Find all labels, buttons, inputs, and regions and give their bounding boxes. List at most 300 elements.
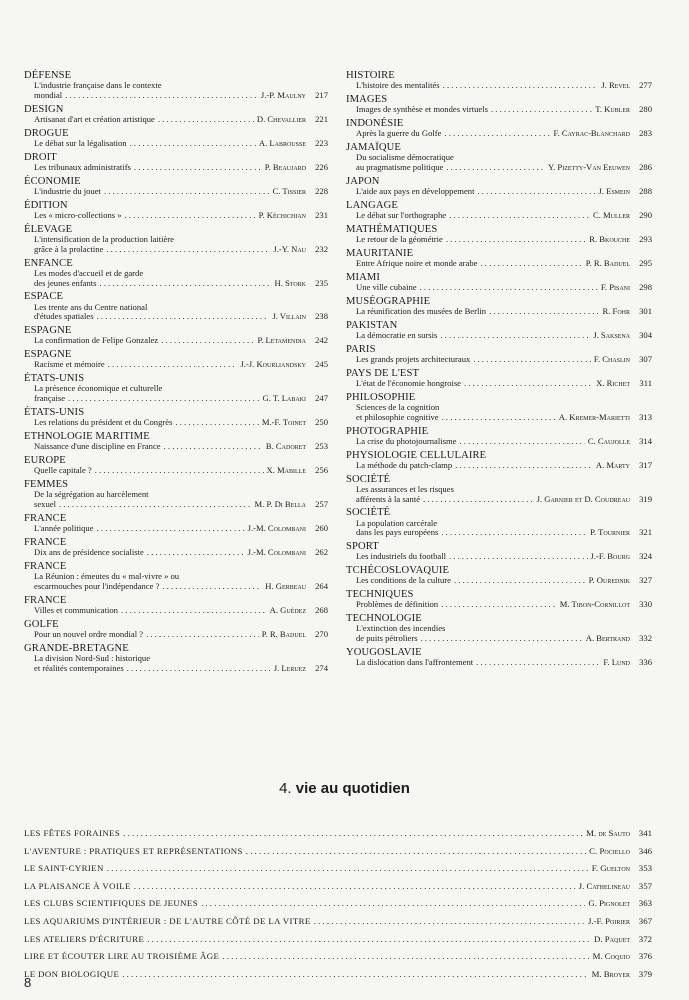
toc-author: A. Bertrand — [585, 633, 630, 644]
leader-dots — [473, 355, 591, 365]
toc-author: J. Revel — [601, 80, 630, 91]
toc-page: 311 — [639, 378, 652, 388]
toc-title-line: dans les pays européens — [356, 527, 439, 538]
toc-title-row — [24, 442, 328, 452]
toc-author: A. Kremer-Marietti — [558, 411, 630, 422]
toc-title-row — [346, 379, 652, 389]
toc-entry — [346, 142, 652, 173]
toc-entry — [24, 407, 328, 428]
toc-page: 324 — [639, 551, 652, 562]
section-item-author: M. Coquio — [592, 951, 630, 962]
toc-page: 226 — [315, 162, 328, 172]
toc-title-row — [346, 259, 652, 269]
toc-title-row — [346, 129, 652, 139]
toc-title-line: L'année politique — [34, 522, 94, 533]
toc-author: P. Beaujard — [264, 162, 306, 172]
toc-title-line: Les « micro-collections » — [34, 210, 122, 220]
toc-page: 245 — [315, 359, 328, 370]
toc-title-row — [346, 461, 652, 471]
leader-dots — [134, 881, 576, 891]
toc-page: 319 — [639, 493, 652, 504]
toc-title-line: escarmouches pour l'indépendance ? — [34, 580, 160, 591]
toc-title-line: au pragmatisme politique — [356, 162, 444, 172]
toc-category: MAURITANIE — [346, 247, 414, 259]
toc-title-line: Villes et communication — [34, 604, 118, 615]
toc-category: DROIT — [24, 151, 57, 163]
toc-author: A. Marty — [595, 459, 630, 470]
toc-author: P. R. Baduel — [585, 258, 630, 268]
toc-category: PHYSIOLOGIE CELLULAIRE — [346, 449, 487, 461]
toc-category: PHILOSOPHIE — [346, 391, 416, 403]
toc-author: C. Caujolle — [587, 435, 630, 446]
leader-dots — [121, 606, 267, 616]
toc-page: 314 — [639, 435, 652, 446]
toc-left-column — [24, 70, 328, 676]
toc-page: 317 — [639, 459, 652, 470]
toc-entry — [24, 373, 328, 404]
toc-category: FRANCE — [24, 536, 67, 548]
toc-category: ETHNOLOGIE MARITIME — [24, 430, 150, 442]
toc-category: JAMAÏQUE — [346, 142, 401, 153]
toc-author: J.-Y. Nau — [273, 243, 306, 254]
toc-title-line: Les modes d'accueil et de garde — [34, 267, 144, 278]
leader-dots — [455, 461, 593, 471]
toc-category: DÉFENSE — [24, 70, 72, 81]
leader-dots — [246, 846, 586, 856]
toc-category: MATHÉMATIQUES — [346, 223, 438, 235]
leader-dots — [97, 312, 270, 322]
toc-category: PAYS DE L'EST — [346, 367, 420, 379]
toc-category: GRANDE-BRETAGNE — [24, 642, 129, 654]
toc-title-line: mondial — [34, 90, 63, 100]
toc-title-line: L'aide aux pays en développement — [356, 186, 475, 196]
leader-dots — [476, 658, 600, 668]
section-item-page: 346 — [638, 845, 652, 856]
toc-category: ÉDITION — [24, 199, 68, 211]
toc-category: DROGUE — [24, 127, 69, 139]
toc-title-line: Les trente ans du Centre national — [34, 301, 148, 312]
section-item-title: LES AQUARIUMS D'INTÉRIEUR : DE L'AUTRE CÔTÉ DE LA VITRE — [24, 915, 311, 926]
toc-page: 307 — [639, 354, 652, 364]
toc-category: ÉTATS-UNIS — [24, 373, 85, 385]
toc-page: 268 — [315, 604, 328, 615]
toc-title-row — [24, 466, 328, 476]
leader-dots — [134, 163, 262, 173]
toc-entry — [346, 272, 652, 293]
toc-author: J. Saksena — [593, 330, 630, 340]
toc-category: YOUGOSLAVIE — [346, 646, 422, 658]
toc-title-row — [346, 528, 652, 538]
toc-category: DESIGN — [24, 103, 64, 115]
toc-entry — [346, 450, 652, 471]
toc-author: B. Cadoret — [265, 441, 306, 452]
toc-author: F. Chaslin — [593, 354, 630, 364]
toc-title-line: La présence économique et culturelle — [34, 383, 163, 394]
leader-dots — [491, 105, 592, 115]
toc-category: FRANCE — [24, 560, 67, 572]
leader-dots — [130, 139, 256, 149]
toc-title-line: Pour un nouvel ordre mondial ? — [34, 628, 144, 639]
leader-dots — [161, 336, 254, 346]
leader-dots — [68, 394, 259, 404]
section-item-page: 367 — [638, 915, 652, 926]
toc-title-row — [24, 139, 328, 149]
toc-title-row — [346, 600, 652, 610]
toc-title-line: Racisme et mémoire — [34, 359, 105, 370]
section-item-row — [24, 881, 652, 899]
toc-page: 253 — [315, 441, 328, 452]
toc-category: ESPAGNE — [24, 349, 72, 361]
toc-entry — [346, 368, 652, 389]
toc-entry — [346, 613, 652, 644]
toc-page: 260 — [315, 522, 328, 533]
leader-dots — [100, 279, 272, 289]
toc-entry — [24, 176, 328, 197]
leader-dots — [146, 630, 259, 640]
toc-title-row — [346, 105, 652, 115]
toc-category: SOCIÉTÉ — [346, 473, 391, 485]
section-item-author: G. Pignolet — [588, 898, 630, 909]
toc-entry — [24, 152, 328, 173]
toc-author: J.-F. Bourg — [590, 551, 630, 562]
toc-author: R. Fohr — [602, 306, 630, 316]
toc-page: 295 — [639, 258, 652, 268]
toc-entry — [24, 291, 328, 322]
toc-page: 290 — [639, 210, 652, 220]
toc-title-row — [346, 552, 652, 562]
toc-category: ENFANCE — [24, 257, 73, 269]
toc-title-line: Les tribunaux administratifs — [34, 162, 131, 172]
section-heading — [0, 780, 689, 797]
toc-entry — [346, 565, 652, 586]
section-item-row — [24, 934, 652, 952]
toc-right-column — [346, 70, 652, 671]
toc-title-line: Artisanat d'art et création artistique — [34, 114, 155, 124]
toc-title-row — [24, 187, 328, 197]
leader-dots — [449, 211, 590, 221]
toc-title-row — [24, 630, 328, 640]
toc-author: J.-M. Colombani — [247, 522, 306, 533]
toc-title-row — [24, 582, 328, 592]
leader-dots — [97, 524, 245, 534]
toc-title-line: Sciences de la cognition — [356, 402, 440, 412]
section-item-page: 363 — [638, 898, 652, 909]
toc-page: 262 — [315, 546, 328, 557]
leader-dots — [420, 283, 598, 293]
toc-entry — [346, 70, 652, 91]
toc-title-line: Les conditions de la culture — [356, 575, 451, 586]
toc-category: EUROPE — [24, 454, 66, 466]
toc-title-line: La Réunion : émeutes du « mal-vivre » ou — [34, 570, 180, 581]
leader-dots — [443, 81, 599, 91]
toc-category: ÉLEVAGE — [24, 223, 73, 235]
toc-title-row — [346, 437, 652, 447]
toc-title-row — [24, 664, 328, 674]
section-item-page: 379 — [638, 968, 652, 979]
toc-page: 247 — [315, 393, 328, 404]
toc-title-row — [24, 211, 328, 221]
toc-title-line: Le débat sur l'orthographe — [356, 210, 447, 220]
toc-title-line: française — [34, 393, 66, 404]
toc-entry — [346, 248, 652, 269]
section-item-title: LA PLAISANCE À VOILE — [24, 880, 131, 891]
toc-author: C. Muller — [592, 210, 630, 220]
toc-title-row — [24, 163, 328, 173]
toc-entry — [24, 224, 328, 255]
toc-author: J.-P. Maulny — [260, 90, 306, 100]
toc-entry — [24, 258, 328, 289]
section-item-author: J.-F. Poirier — [587, 915, 630, 926]
toc-entry — [346, 426, 652, 447]
toc-title-row — [346, 235, 652, 245]
toc-title-row — [24, 312, 328, 322]
toc-title-line: Quelle capitale ? — [34, 465, 92, 476]
toc-title-line: La dislocation dans l'affrontement — [356, 657, 474, 668]
toc-author: J. Esmein — [598, 186, 630, 196]
toc-category: ÉTATS-UNIS — [24, 406, 85, 418]
toc-title-row — [24, 418, 328, 428]
toc-author: X. Richet — [596, 378, 630, 388]
toc-category: INDONÉSIE — [346, 118, 404, 129]
toc-entry — [346, 176, 652, 197]
toc-title-row — [24, 360, 328, 370]
leader-dots — [59, 500, 252, 510]
leader-dots — [423, 495, 534, 505]
toc-author: X. Mabille — [266, 465, 306, 476]
leader-dots — [444, 129, 550, 139]
section-item-page: 357 — [638, 880, 652, 891]
toc-category: PARIS — [346, 343, 376, 355]
toc-category: MUSÉOGRAPHIE — [346, 295, 431, 307]
leader-dots — [162, 582, 262, 592]
toc-page: 256 — [315, 465, 328, 476]
section-item-author: D. Paquet — [594, 933, 630, 944]
toc-title-line: Les assurances et les risques — [356, 483, 454, 494]
toc-category: GOLFE — [24, 618, 59, 630]
toc-author: F. Pisani — [600, 282, 630, 292]
toc-title-line: Images de synthèse et mondes virtuels — [356, 104, 488, 115]
toc-entry — [24, 479, 328, 510]
leader-dots — [108, 360, 238, 370]
leader-dots — [442, 413, 556, 423]
section-item-page: 353 — [638, 863, 652, 874]
toc-title-line: et philosophie cognitive — [356, 411, 439, 422]
toc-author: C. Tissier — [272, 186, 306, 196]
toc-category: LANGAGE — [346, 199, 398, 211]
page-number: 8 — [24, 975, 32, 990]
section-item-row — [24, 969, 652, 987]
leader-dots — [454, 576, 586, 586]
toc-entry — [346, 296, 652, 317]
toc-title-line: L'industrie du jouet — [34, 186, 101, 196]
toc-page: 280 — [639, 104, 652, 115]
toc-title-line: La population carcérale — [356, 517, 438, 528]
toc-category: ESPAGNE — [24, 325, 72, 337]
toc-entry — [346, 647, 652, 668]
toc-title-line: La division Nord-Sud : historique — [34, 652, 151, 663]
toc-author: H. Stork — [274, 277, 306, 288]
toc-title-row — [24, 606, 328, 616]
toc-author: J. Villain — [272, 311, 306, 322]
toc-author: A. Labrousse — [258, 138, 306, 148]
toc-title-line: sexuel — [34, 498, 56, 509]
leader-dots — [125, 211, 256, 221]
toc-author: P. Ourednik — [588, 575, 630, 586]
toc-author: F. Cayrac-Blanchard — [553, 128, 630, 139]
leader-dots — [314, 916, 585, 926]
toc-title-line: La confirmation de Felipe Gonzalez — [34, 335, 159, 346]
toc-entry — [346, 94, 652, 115]
toc-entry — [24, 70, 328, 101]
toc-title-line: de puits pétroliers — [356, 633, 418, 644]
toc-entry — [24, 561, 328, 592]
toc-title-row — [24, 524, 328, 534]
toc-title-row — [24, 394, 328, 404]
section-item-row — [24, 846, 652, 864]
toc-page: 228 — [315, 186, 328, 196]
leader-dots — [480, 259, 582, 269]
toc-title-line: Les industriels du football — [356, 551, 446, 562]
section-item-title: LES FÊTES FORAINES — [24, 828, 121, 838]
toc-author: J.-M. Colombani — [247, 546, 306, 557]
toc-title-line: La crise du photojournalisme — [356, 435, 457, 446]
section-item-author: C. Pociello — [589, 845, 630, 856]
toc-entry — [24, 513, 328, 534]
toc-entry — [24, 200, 328, 221]
leader-dots — [106, 245, 270, 255]
toc-entry — [24, 455, 328, 476]
toc-title-row — [346, 283, 652, 293]
toc-category: TECHNIQUES — [346, 589, 414, 601]
section-item-author: J. Cathelineau — [578, 880, 630, 891]
toc-title-line: des jeunes enfants — [34, 277, 97, 288]
leader-dots — [123, 828, 583, 838]
toc-author: P. R. Baduel — [261, 628, 306, 639]
toc-page: 313 — [639, 411, 652, 422]
leader-dots — [441, 600, 557, 610]
section-item-page: 341 — [638, 828, 652, 838]
toc-category: FRANCE — [24, 594, 67, 606]
toc-entry — [346, 589, 652, 610]
toc-title-line: Le retour de la géométrie — [356, 234, 443, 244]
section-item-page: 372 — [638, 933, 652, 944]
section-item-title: LE SAINT-CYRIEN — [24, 863, 104, 874]
toc-title-line: Dix ans de présidence socialiste — [34, 546, 144, 557]
toc-entry — [346, 344, 652, 365]
toc-title-row — [346, 658, 652, 668]
toc-title-row — [24, 279, 328, 289]
toc-author: M.-F. Toinet — [261, 417, 306, 428]
toc-page: 270 — [315, 628, 328, 639]
toc-title-row — [24, 336, 328, 346]
toc-page: 257 — [315, 498, 328, 509]
leader-dots — [104, 187, 270, 197]
toc-title-line: L'extinction des incendies — [356, 623, 446, 634]
toc-title-line: Du socialisme démocratique — [356, 152, 454, 163]
leader-dots — [122, 969, 588, 979]
toc-author: J. Garnier et D. Coudreau — [536, 493, 630, 504]
toc-category: ÉCONOMIE — [24, 175, 81, 187]
toc-page: 231 — [315, 210, 328, 220]
leader-dots — [421, 634, 583, 644]
section-item-title: L'AVENTURE : PRATIQUES ET REPRÉSENTATIONS — [24, 845, 243, 856]
toc-category: ESPACE — [24, 291, 64, 303]
toc-page: 235 — [315, 277, 328, 288]
toc-category: MIAMI — [346, 271, 381, 283]
section-item-title: LIRE ET ÉCOUTER LIRE AU TROISIÈME ÂGE — [24, 951, 220, 962]
section-item-row — [24, 951, 652, 969]
toc-title-line: et réalités contemporaines — [34, 662, 124, 673]
section-number: 4. — [279, 780, 292, 797]
toc-category: SOCIÉTÉ — [346, 507, 391, 519]
toc-author: M. P. Di Bella — [254, 498, 306, 509]
toc-category: HISTOIRE — [346, 70, 395, 81]
toc-page: 274 — [315, 662, 328, 673]
toc-entry — [346, 474, 652, 505]
toc-page: 264 — [315, 580, 328, 591]
toc-title-line: afférents à la santé — [356, 493, 421, 504]
section-item-author: M. Broyer — [591, 968, 630, 979]
toc-entry — [346, 200, 652, 221]
toc-title-row — [24, 500, 328, 510]
toc-entry — [346, 320, 652, 341]
toc-page: 242 — [315, 335, 328, 346]
toc-title-row — [346, 307, 652, 317]
toc-category: TCHÉCOSLOVAQUIE — [346, 565, 450, 577]
toc-category: TECHNOLOGIE — [346, 613, 422, 625]
leader-dots — [459, 437, 584, 447]
toc-page: 330 — [639, 599, 652, 610]
section-item-title: LE DON BIOLOGIQUE — [24, 968, 120, 979]
leader-dots — [127, 664, 271, 674]
toc-title-line: Problèmes de définition — [356, 599, 439, 610]
leader-dots — [107, 863, 589, 873]
toc-entry — [24, 104, 328, 125]
toc-category: SPORT — [346, 541, 379, 553]
leader-dots — [147, 548, 245, 558]
toc-title-line: Les grands projets architecturaux — [356, 354, 471, 364]
toc-title-line: d'études spatiales — [34, 311, 94, 322]
toc-entry — [346, 224, 652, 245]
leader-dots — [440, 331, 590, 341]
toc-title-line: L'intensification de la production laitière — [34, 234, 174, 244]
toc-entry — [24, 325, 328, 346]
toc-author: J. Leruez — [273, 662, 306, 673]
section-item-row — [24, 916, 652, 934]
toc-title-row — [346, 576, 652, 586]
toc-entry — [24, 431, 328, 452]
toc-category: PAKISTAN — [346, 319, 398, 331]
toc-title-row — [346, 211, 652, 221]
section-item-page: 376 — [638, 951, 652, 962]
leader-dots — [222, 951, 589, 961]
toc-page: 217 — [315, 90, 328, 100]
toc-title-row — [346, 81, 652, 91]
toc-title-row — [346, 355, 652, 365]
toc-page: 304 — [639, 330, 652, 340]
toc-entry — [24, 595, 328, 616]
toc-page: 223 — [315, 138, 328, 148]
toc-author: P. Tournier — [590, 527, 630, 538]
toc-title-line: De la ségrégation au harcèlement — [34, 489, 149, 500]
toc-title-row — [346, 495, 652, 505]
toc-page: 321 — [639, 527, 652, 538]
toc-entry — [24, 349, 328, 370]
leader-dots — [95, 466, 264, 476]
toc-author: G. T. Labaki — [262, 393, 306, 404]
toc-entry — [24, 128, 328, 149]
section-items-list — [24, 828, 652, 986]
